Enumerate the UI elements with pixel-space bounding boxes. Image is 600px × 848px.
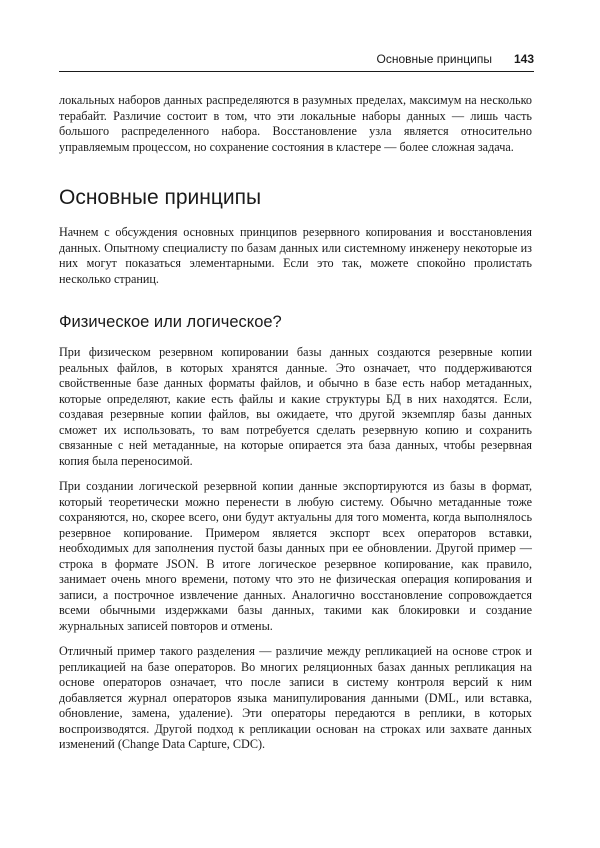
body-paragraph-physical: При физическом резервном копировании базы данных создаются резервные копии реальных файлов, в которых хранятся данные. Это означает, что поддерживаются свойственные базе данных форматы файлов, и обычно в базе есть набор метаданных, которые определяют, какие есть файлы и какие структуры БД в них находятся. Если, создавая резервные копии файлов, вы ожидаете, что другой экземпляр базы данных сможет их использовать, то вам потребуется сделать резервную копию и сохранить связанные с ней метаданные, на которые опирается эта база данных, чтобы резервная копия была переносимой. — [59, 345, 532, 468]
page-number: 143 — [513, 52, 534, 66]
section-heading: Основные принципы — [59, 186, 262, 209]
page-content — [59, 93, 532, 763]
intro-paragraph: локальных наборов данных распределяются в разумных пределах, максимум на несколько терабайт. Различие состоит в том, что эти локальные наборы данных — лишь часть большого распределенного набора. Восстановление узла является относительно управляемым процессом, но сохранение состояния в кластере — более сложная задача. — [59, 93, 532, 154]
section-paragraph: Начнем с обсуждения основных принципов резервного копирования и восстановления данных. Опытному специалисту по базам данных или системному инженеру некоторые из них могут показаться элементарными. Если это так, можете спокойно пролистать несколько страниц. — [59, 225, 532, 286]
body-paragraph-logical: При создании логической резервной копии данные экспортируются из базы в формат, который теоретически можно перенести в любую систему. Обычно метаданные тоже сохраняются, но, скорее всего, они будут актуальны для того момента, когда выполнялось резервное копирование. Примером является экспорт всех операторов вставки, необходимых для заполнения пустой базы данных при ее обновлении. Другой пример — строка в формате JSON. В итоге логическое резервное копирование, как правило, занимает очень много времени, потому что это не физическая операция копирования и записи, а построчное извлечение данных. Аналогично восстановление сопровождается всеми обычными издержками базы данных, такими как блокировки и создание журнальных записей повторов и отмены. — [59, 479, 532, 633]
subsection-heading: Физическое или логическое? — [59, 313, 282, 331]
running-header — [59, 47, 534, 72]
body-paragraph-replication: Отличный пример такого разделения — различие между репликацией на основе строк и репликацией на базе операторов. Во многих реляционных базах данных репликация на основе операторов означает, что после записи в систему контроля версий к ним добавляется журнал операторов языка манипулирования данными (DML, или вставка, обновление, замена, удаление). Эти операторы передаются в реплики, в которых воспроизводятся. Другой подход к репликации основан на строках или захвате данных изменений (Change Data Capture, CDC). — [59, 644, 532, 751]
running-title: Основные принципы — [376, 52, 492, 66]
